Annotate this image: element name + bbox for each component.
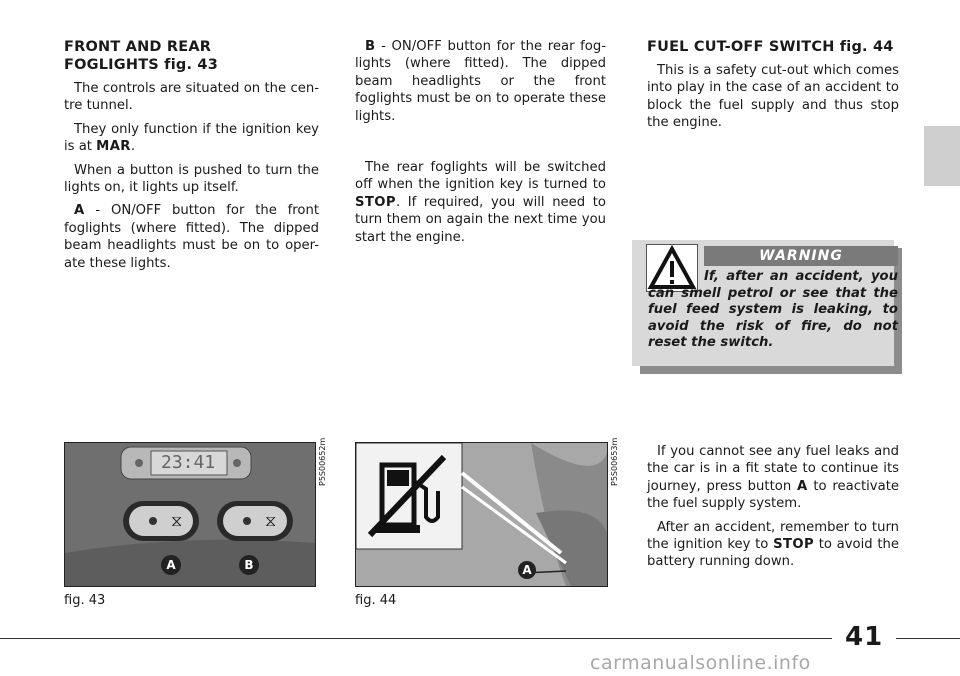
front-foglight-icon: ⧖ — [171, 511, 183, 530]
page-number: 41 — [845, 622, 884, 652]
fuel-pump-crossed-icon — [364, 451, 454, 541]
warning-box — [632, 240, 902, 370]
figure-44-code: P5S00653m — [610, 437, 619, 486]
paragraph: B - ON/OFF button for the rear fog-lights (where fitted). The dipped beam headlights or the front foglights must be on to operate these lights. — [355, 39, 606, 124]
paragraph: This is a safety cut-out which comes into play in the case of an accident to block the fuel supply and thus stop the engine. — [647, 63, 899, 131]
label-a: A — [518, 561, 536, 579]
foglights-heading: FRONT AND REAR FOGLIGHTS fig. 43 — [64, 39, 218, 73]
figure-43 — [64, 442, 316, 587]
paragraph: After an accident, remember to turn the ignition key to STOP to avoid the battery running down. — [647, 519, 899, 570]
rear-foglight-icon: ⧖ — [265, 511, 277, 530]
fuel-cutoff-heading: FUEL CUT-OFF SWITCH fig. 44 — [647, 39, 894, 55]
paragraph: A - ON/OFF button for the front foglights (where fitted). The dipped beam headlights must be on to oper-ate these lights. — [64, 203, 319, 271]
figure-43-caption: fig. 43 — [64, 593, 106, 608]
warning-text: If, after an accident, you can smell petrol or see that the fuel feed system is leaking, to avoid the risk of fire, do not reset the switch. — [648, 269, 898, 351]
paragraph: They only function if the ignition key is at MAR. — [64, 121, 319, 155]
paragraph: When a button is pushed to turn the lights on, it lights up itself. — [64, 162, 319, 196]
footer-rule-right — [896, 638, 960, 639]
figure-44-caption: fig. 44 — [355, 593, 397, 608]
paragraph: The controls are situated on the cen-tre tunnel. — [64, 81, 319, 114]
section-tab — [924, 126, 960, 186]
clock-display: 23:41 — [161, 452, 216, 473]
figure-44 — [355, 442, 608, 587]
footer-watermark: carmanualsonline.info — [590, 652, 811, 674]
column-1 — [64, 38, 319, 278]
column-3-lower — [647, 443, 899, 577]
figure-43-code: P5S00652m — [318, 437, 327, 486]
column-2 — [355, 38, 606, 252]
warning-title: WARNING — [704, 246, 898, 266]
column-3 — [647, 38, 899, 138]
paragraph: The rear foglights will be switched off when the ignition key is turned to STOP. If required, you will need to turn them on again the next time you start the engine. — [355, 160, 606, 245]
label-a: A — [161, 555, 181, 575]
paragraph: If you cannot see any fuel leaks and the car is in a fit state to continue its journey, press button A to reactivate the fuel supply system. — [647, 444, 899, 512]
label-b: B — [239, 555, 259, 575]
footer-rule-left — [0, 638, 832, 639]
